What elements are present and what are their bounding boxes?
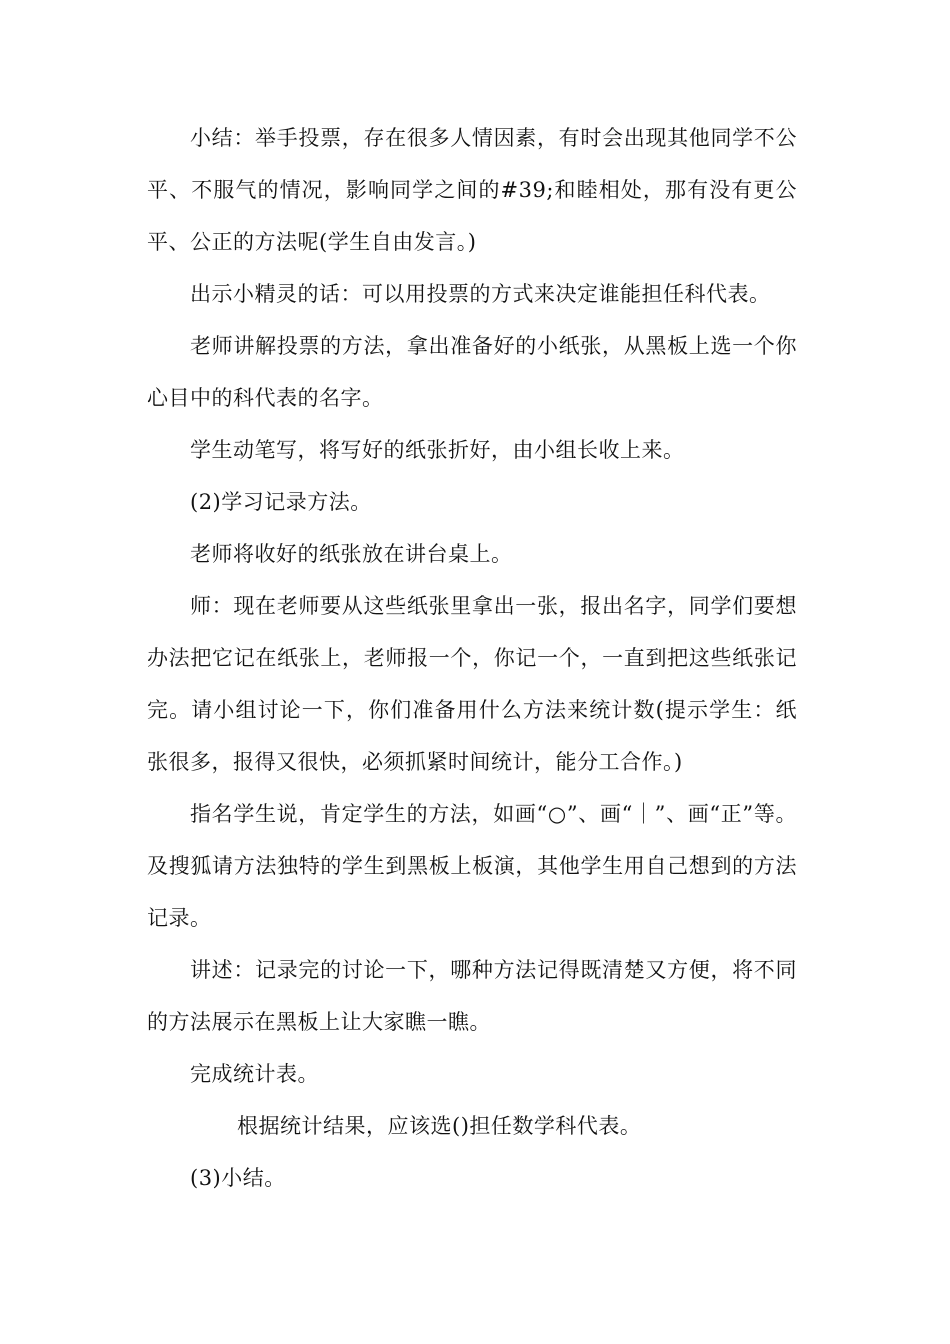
paragraph-voting-method: 老师讲解投票的方法，拿出准备好的小纸张，从黑板上选一个你心目中的科代表的名字。	[147, 334, 797, 410]
paragraph-complete-table: 完成统计表。	[190, 1062, 319, 1086]
paragraph-teacher-collects: 老师将收好的纸张放在讲台桌上。	[190, 542, 513, 566]
paragraph-section-2-heading: (2)学习记录方法。	[190, 490, 372, 514]
document-body	[147, 112, 797, 1204]
paragraph-discussion: 讲述：记录完的讨论一下，哪种方法记得既清楚又方便，将不同的方法展示在黑板上让大家瞧一瞧。	[147, 958, 797, 1034]
paragraph-result-question: 根据统计结果，应该选()担任数学科代表。	[237, 1114, 642, 1138]
paragraph-summary: 小结：举手投票，存在很多人情因素，有时会出现其他同学不公平、不服气的情况，影响同学之间的#39;和睦相处，那有没有更公平、公正的方法呢(学生自由发言。)	[147, 126, 797, 254]
paragraph-sprite-hint: 出示小精灵的话：可以用投票的方式来决定谁能担任科代表。	[190, 282, 771, 306]
paragraph-student-methods: 指名学生说，肯定学生的方法，如画“○”、画“｜”、画“正”等。及搜狐请方法独特的学生到黑板上板演，其他学生用自己想到的方法记录。	[147, 802, 797, 930]
paragraph-students-write: 学生动笔写，将写好的纸张折好，由小组长收上来。	[190, 438, 685, 462]
paragraph-teacher-instructions: 师：现在老师要从这些纸张里拿出一张，报出名字，同学们要想办法把它记在纸张上，老师报一个，你记一个，一直到把这些纸张记完。请小组讨论一下，你们准备用什么方法来统计数(提示学生：纸张很多，报得又很快，必须抓紧时间统计，能分工合作。)	[147, 594, 797, 774]
paragraph-section-3-heading: (3)小结。	[190, 1166, 286, 1190]
